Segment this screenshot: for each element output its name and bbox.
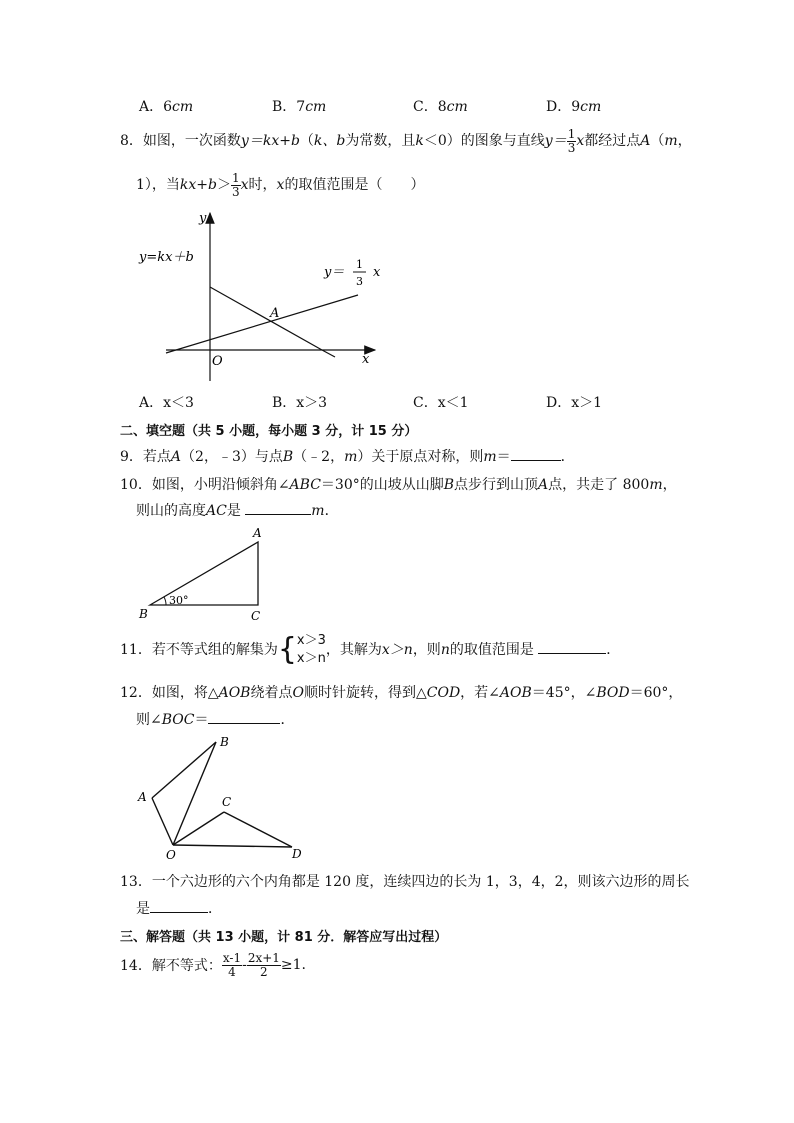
line-one-third-num: 1 bbox=[356, 258, 363, 271]
triangle-abc bbox=[150, 542, 258, 605]
point-a-label: A bbox=[270, 306, 280, 321]
q7-option-c: C．8cm bbox=[413, 99, 468, 115]
x-axis-label: x bbox=[362, 352, 370, 367]
answer-blank[interactable] bbox=[150, 900, 208, 913]
fraction-one-third: $\frac{1}{3}$ bbox=[567, 127, 576, 155]
vertex-o-label: O bbox=[166, 848, 176, 862]
segment-ob bbox=[173, 742, 216, 845]
origin-label: O bbox=[212, 354, 223, 369]
q8-stem-line2: 1），当kx+b＞ $\frac{1}{3}$ x时，x的取值范围是（ ） bbox=[136, 171, 425, 199]
q9-stem: 9．若点A（2，﹣3）与点B（﹣2，m）关于原点对称，则m＝ ． bbox=[120, 449, 575, 465]
inequality-system: x＞3 x＞n bbox=[296, 633, 326, 666]
angle-arc bbox=[164, 597, 166, 605]
q8-stem-line1: 8．如图，一次函数y＝kx+b（k、b为常数，且k＜0）的图象与直线y＝ $\frac{1}{3}$ x都经过点A（m， bbox=[120, 127, 692, 155]
q8-option-c: C．x＜1 bbox=[413, 395, 469, 411]
q13-stem-line1: 13．一个六边形的六个内角都是 120 度，连续四边的长为 1，3，4，2，则该六边形的周长 bbox=[120, 874, 690, 890]
q8-function-graph bbox=[130, 205, 390, 385]
brace-symbol: { bbox=[277, 632, 297, 667]
vertex-b-label: B bbox=[139, 607, 148, 621]
vertex-a-label: A bbox=[253, 526, 262, 540]
segment-oc bbox=[173, 812, 224, 845]
segment-cd bbox=[224, 812, 292, 847]
y-axis-label: y bbox=[199, 211, 207, 226]
vertex-a-label: A bbox=[138, 790, 147, 804]
q7-option-d: D．9cm bbox=[546, 99, 602, 115]
line-one-third-x: x bbox=[373, 265, 381, 280]
q12-stem-line2: 则∠BOC＝ ． bbox=[136, 712, 295, 728]
q11-stem: 11．若不等式组的解集为{ x＞3 x＞n ，其解为x＞n，则n的取值范围是 ． bbox=[120, 632, 621, 667]
q13-stem-line2: 是 ． bbox=[136, 901, 222, 917]
answer-blank[interactable] bbox=[511, 448, 561, 461]
fraction-x-minus-1-over-4: $\frac{x-1}{4}$ bbox=[222, 951, 242, 979]
answer-blank[interactable] bbox=[208, 711, 280, 724]
q12-rotation-figure bbox=[130, 730, 315, 865]
vertex-c-label: C bbox=[222, 795, 232, 809]
line-one-third-label: y＝ bbox=[324, 265, 345, 280]
q8-option-a: A．x＜3 bbox=[139, 395, 194, 411]
line-one-third-x bbox=[166, 295, 358, 353]
q14-stem: 14．解不等式： $\frac{x-1}{4}$ - $\frac{2x+1}{2}$ ≥1. bbox=[120, 951, 306, 979]
line-kx-plus-b bbox=[210, 287, 322, 350]
angle-label: 30° bbox=[169, 594, 189, 607]
q8-option-b: B．x＞3 bbox=[272, 395, 328, 411]
vertex-b-label: B bbox=[220, 735, 229, 749]
segment-ab bbox=[152, 742, 216, 798]
fraction-one-third: $\frac{1}{3}$ bbox=[232, 171, 240, 199]
q7-option-b: B．7cm bbox=[272, 99, 327, 115]
q8-option-d: D．x＞1 bbox=[546, 395, 603, 411]
answer-blank[interactable] bbox=[538, 641, 606, 654]
answer-blank[interactable] bbox=[245, 502, 311, 515]
fraction-2x-plus-1-over-2: $\frac{2x+1}{2}$ bbox=[247, 951, 280, 979]
q7-option-a: A．6cm bbox=[139, 99, 194, 115]
segment-oa bbox=[152, 798, 173, 845]
line-kx-plus-b-label: y=kx＋b bbox=[139, 250, 194, 265]
q12-stem-line1: 12．如图，将△AOB绕着点O顺时针旋转，得到△COD，若∠AOB＝45°，∠BOD＝60°， bbox=[120, 685, 683, 701]
line-one-third-den: 3 bbox=[356, 275, 363, 288]
vertex-d-label: D bbox=[292, 847, 302, 861]
q10-slope-figure bbox=[130, 522, 280, 626]
vertex-c-label: C bbox=[251, 609, 261, 623]
section-3-title: 三、解答题（共 13 小题，计 81 分．解答应写出过程） bbox=[120, 930, 448, 945]
line-kx-plus-b-extension bbox=[322, 350, 335, 357]
section-2-title: 二、填空题（共 5 小题，每小题 3 分，计 15 分） bbox=[120, 424, 418, 439]
q10-stem-line1: 10．如图，小明沿倾斜角∠ABC＝30°的山坡从山脚B点步行到山顶A点，共走了 800m， bbox=[120, 477, 677, 493]
segment-od bbox=[173, 845, 292, 847]
q10-stem-line2: 则山的高度AC是 m． bbox=[136, 503, 339, 519]
